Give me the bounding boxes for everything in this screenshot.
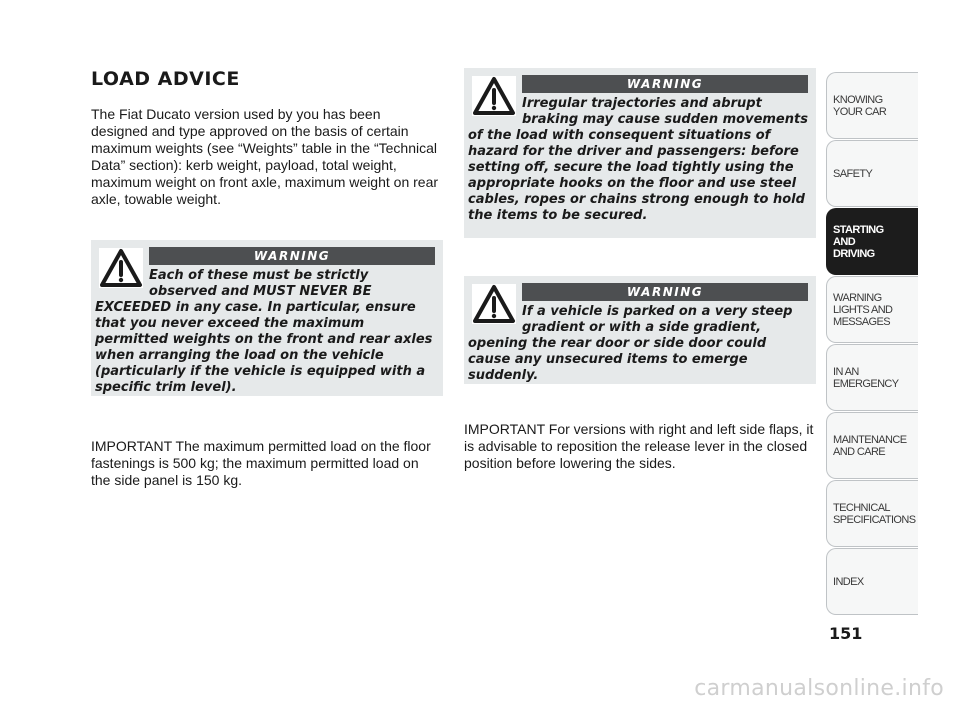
- tab-in-an-emergency[interactable]: [826, 344, 918, 411]
- watermark: carmanualsonline.info: [694, 676, 944, 701]
- warning-box-load-limits: [91, 240, 443, 396]
- warning-text: If a vehicle is parked on a very steep gradient or with a side gradient, opening the rear door or side door could cause any unsecured items to emerge suddenly.: [468, 304, 793, 383]
- page-number: 151: [829, 624, 863, 643]
- warning-text: Each of these must be strictly observed and MUST NEVER BE EXCEEDED in any case. In particular, ensure that you never exceed the maximum permitted weights on the front and rear axles when arranging the load on the vehicle (particularly if the vehicle is equipped with a specific trim level).: [95, 268, 433, 395]
- warning-triangle-icon: [99, 248, 143, 288]
- tab-warning-lights-and-messages[interactable]: [826, 276, 918, 343]
- tab-label: WARNING LIGHTS AND MESSAGES: [833, 291, 893, 328]
- warning-text: Irregular trajectories and abrupt braking may cause sudden movements of the load with consequent situations of hazard for the driver and passengers: before setting off, secure the load tightly using the appropriate hooks on the floor and use steel cables, ropes or chains strong enough to hold the items to be secured.: [468, 96, 808, 223]
- warning-label: WARNING: [522, 283, 808, 301]
- tab-starting-and-driving[interactable]: [826, 208, 918, 275]
- tab-label: SAFETY: [833, 167, 873, 180]
- tab-label: KNOWING YOUR CAR: [833, 93, 887, 118]
- intro-paragraph: The Fiat Ducato version used by you has been designed and type approved on the basis of certain maximum weights (see “Weights” table in the “Technical Data” section): kerb weight, payload, total weight, maximum weight on front axle, maximum weight on rear axle, towable weight.: [91, 106, 439, 207]
- warning-label: WARNING: [522, 75, 808, 93]
- tab-label: STARTING AND DRIVING: [833, 223, 884, 260]
- tab-label: IN AN EMERGENCY: [833, 365, 899, 390]
- tab-safety[interactable]: [826, 140, 918, 207]
- important-note-load-limits: IMPORTANT The maximum permitted load on the floor fastenings is 500 kg; the maximum permitted load on the side panel is 150 kg.: [91, 438, 431, 488]
- tab-knowing-your-car[interactable]: [826, 72, 918, 139]
- warning-label: WARNING: [149, 247, 435, 265]
- warning-box-parking-gradient: [464, 276, 816, 384]
- tab-label: MAINTENANCE AND CARE: [833, 433, 907, 458]
- tab-maintenance-and-care[interactable]: [826, 412, 918, 479]
- warning-triangle-icon: [472, 76, 516, 116]
- tab-label: TECHNICAL SPECIFICATIONS: [833, 501, 916, 526]
- tab-index[interactable]: [826, 548, 918, 615]
- tab-technical-specifications[interactable]: [826, 480, 918, 547]
- warning-triangle-icon: [472, 284, 516, 324]
- tab-label: INDEX: [833, 575, 864, 588]
- warning-box-load-securing: [464, 68, 816, 238]
- important-note-side-flaps: IMPORTANT For versions with right and left side flaps, it is advisable to reposition the release lever in the closed position before lowering the sides.: [464, 421, 814, 471]
- page-title: LOAD ADVICE: [91, 68, 240, 90]
